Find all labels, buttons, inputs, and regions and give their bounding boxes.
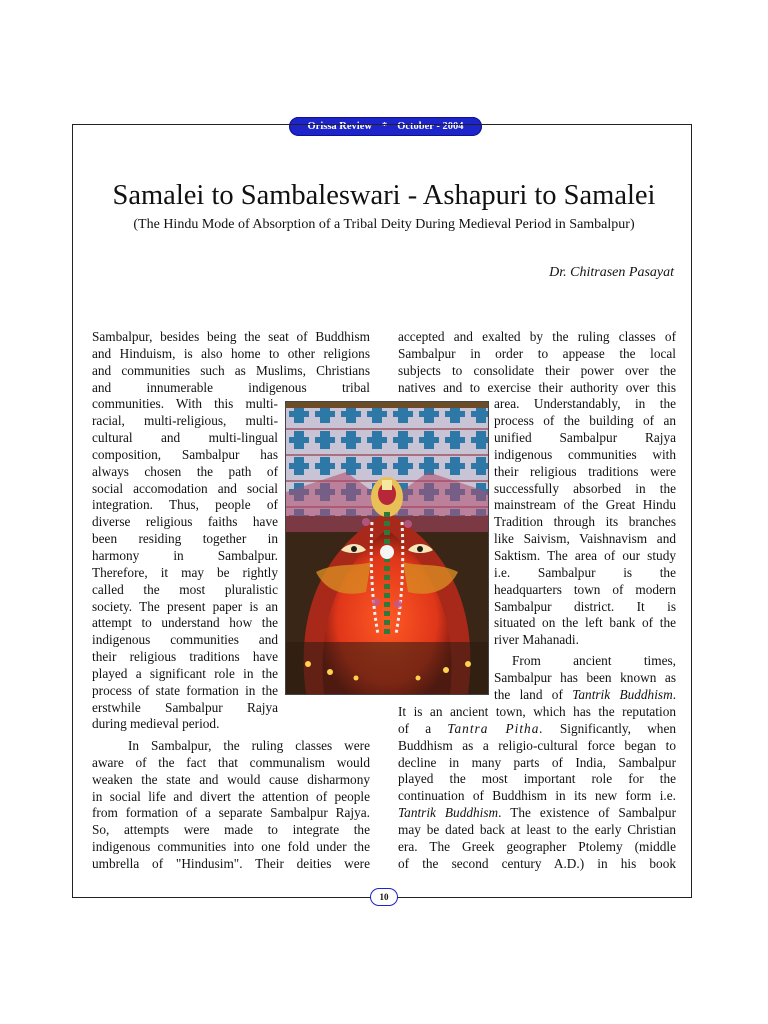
text-line: Sambalpur district. It is — [494, 598, 676, 614]
deity-photo — [285, 401, 489, 695]
text-line: like Saivism, Vaishnavism and — [494, 531, 676, 547]
text-line: successfully absorbed in the — [494, 480, 676, 496]
text-line: and communities such as Muslims, Christians — [92, 362, 370, 378]
text-line: Sambalpur in order to appease the local — [398, 345, 676, 361]
text-line: and innumerable indigenous tribal — [92, 379, 370, 395]
text-line: continuation of Buddhism in its new form i.e. — [398, 788, 676, 804]
text-line: unified Sambalpur Rajya — [494, 430, 676, 446]
text-line: called the most pluralistic — [92, 581, 278, 597]
text-line: social accomodation and social — [92, 480, 278, 496]
text-line: headquarters town of modern — [494, 581, 676, 597]
text-line: mainstream of the Great Hindu — [494, 497, 676, 513]
text-line: In Sambalpur, the ruling classes were — [128, 738, 370, 753]
left-column-intro — [92, 329, 370, 396]
text-line: their religious traditions have — [92, 649, 278, 665]
publication-name: Orissa Review — [307, 121, 372, 132]
text-line: been residing together in — [92, 531, 278, 547]
text-line: always chosen the path of — [92, 463, 278, 479]
text-line: natives and to exercise their authority over this — [398, 379, 676, 395]
text-line: erstwhile Sambalpur Rajya — [92, 699, 278, 715]
text-line — [494, 687, 676, 704]
text-line: indigenous communities and — [92, 632, 278, 648]
text-line: integration. Thus, people of — [92, 497, 278, 513]
text-line: weaken the state and would cause disharmony — [92, 771, 370, 787]
italic-term: Tantra Pitha. — [447, 720, 544, 736]
text-run: the land of — [494, 686, 573, 702]
text-line: composition, Sambalpur has — [92, 446, 278, 462]
text-line: Therefore, it may be rightly — [92, 564, 278, 580]
text-line: and Hinduism, is also home to other religions — [92, 345, 370, 361]
text-line: decline in many parts of India, Sambalpur — [398, 754, 676, 770]
italic-term: Tantrik Buddhism — [572, 686, 673, 702]
text-line: era. The Greek geographer Ptolemy (middle — [398, 838, 676, 854]
text-line: during medieval period. — [92, 716, 220, 732]
text-run: Significantly, when — [543, 720, 676, 736]
text-line: attempt to understand how the — [92, 615, 278, 631]
text-line: from formation of a separate Sambalpur Rajya. — [92, 805, 370, 821]
text-line: racial, multi-religious, multi- — [92, 413, 278, 429]
right-column-wrap — [494, 396, 676, 703]
text-line: of the second century A.D.) in his book — [398, 855, 676, 871]
left-column-para2 — [92, 738, 370, 873]
text-line: umbrella of "Hindusim". Their deities were — [92, 855, 370, 871]
text-line: subjects to consolidate their power over the — [398, 362, 676, 378]
text-line: aware of the fact that communalism would — [92, 754, 370, 770]
text-line: their religious traditions were — [494, 463, 676, 479]
page-number: 10 — [370, 888, 398, 906]
text-line: Sambalpur has been known as — [494, 669, 676, 685]
text-line — [398, 721, 676, 738]
text-line: From ancient times, — [512, 653, 676, 669]
article-author: Dr. Chitrasen Pasayat — [549, 265, 674, 280]
badge-separator: * — [381, 121, 388, 132]
text-line: in social life and divert the attention of people — [92, 788, 370, 804]
article-title: Samalei to Sambaleswari - Ashapuri to Samalei — [112, 180, 656, 211]
text-line: Tradition through its branches — [494, 514, 676, 530]
text-line — [398, 805, 676, 822]
text-line: It is an ancient town, which has the reputation — [398, 704, 676, 719]
text-line: harmony in Sambalpur. — [92, 547, 278, 563]
text-line: society. The present paper is an — [92, 598, 278, 614]
text-line: river Mahanadi. — [494, 632, 579, 648]
text-line: accepted and exalted by the ruling classes of — [398, 329, 676, 344]
text-line: i.e. Sambalpur is the — [494, 564, 676, 580]
article-subtitle: (The Hindu Mode of Absorption of a Tribal Deity During Medieval Period in Sambalpur) — [133, 217, 635, 232]
text-line: played the most important role for the — [398, 771, 676, 787]
text-line: situated on the left bank of the — [494, 615, 676, 631]
text-line: process of state formation in the — [92, 682, 278, 698]
text-line: communities. With this multi- — [92, 396, 278, 412]
text-line: Buddhism as a religio-cultural force began to — [398, 737, 676, 753]
right-column-para2 — [398, 704, 676, 872]
text-line: cultural and multi-lingual — [92, 430, 278, 446]
italic-term: Tantrik Buddhism — [398, 805, 499, 821]
text-line: Sambalpur, besides being the seat of Buddhism — [92, 329, 370, 344]
text-line: process of the building of an — [494, 413, 676, 429]
text-line: indigenous communities with — [494, 446, 676, 462]
text-run: . The existence of Sambalpur — [498, 805, 676, 821]
text-line: So, attempts were made to integrate the — [92, 822, 370, 838]
text-line: indigenous communities into one fold under the — [92, 839, 370, 855]
text-run: of a — [398, 720, 448, 736]
text-line: diverse religious faiths have — [92, 514, 278, 530]
right-column-intro — [398, 329, 676, 396]
text-line: played a significant role in the — [92, 665, 278, 681]
text-run: . — [672, 686, 677, 702]
text-line: may be dated back at least to the early Christian — [398, 821, 676, 837]
text-line: area. Understandably, in the — [494, 396, 676, 412]
left-column-wrap — [92, 396, 278, 733]
issue-date: October - 2004 — [397, 121, 464, 132]
text-line: Saktism. The area of our study — [494, 547, 676, 563]
